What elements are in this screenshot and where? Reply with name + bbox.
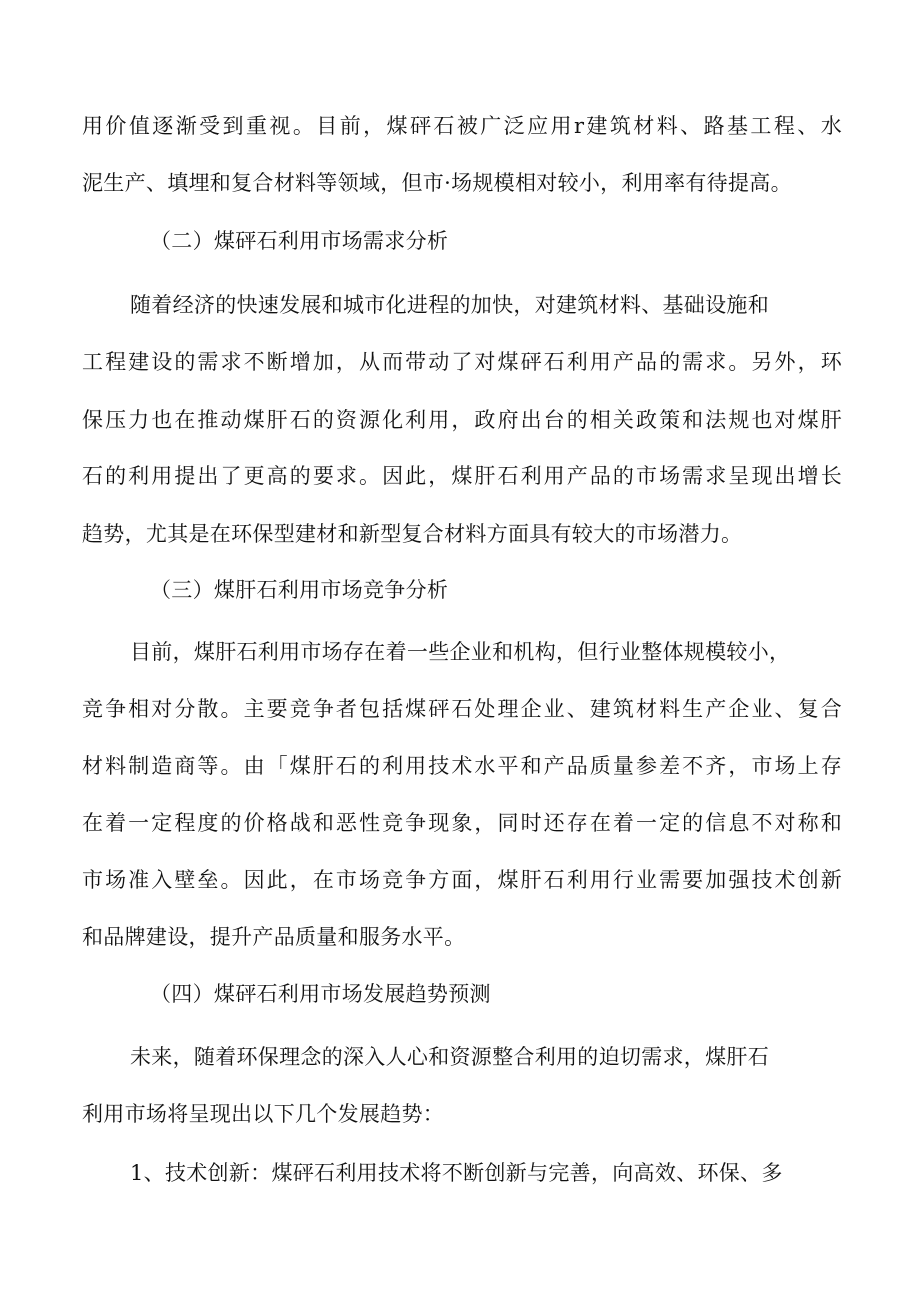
section-heading-competition: （三）煤肝石利用市场竞争分析 [150, 578, 449, 602]
list-item-technology-innovation: 1、技术创新：煤砰石利用技术将不断创新与完善，向高效、环保、多 [130, 1161, 783, 1185]
text-line: 随着经济的快速发展和城市化进程的加快，对建筑材料、基础设施和 [130, 293, 769, 317]
text-line: 未来，随着环保理念的深入人心和资源整合利用的迫切需求，煤肝石 [130, 1045, 769, 1069]
text-line: 泥生产、填埋和复合材料等领域，但市·场规模相对较小，利用率有待提高。 [82, 171, 792, 195]
text-line: 目前，煤肝石利用市场存在着一些企业和机构，但行业整体规模较小， [130, 640, 791, 664]
text-line: 和品牌建设，提升产品质量和服务水平。 [82, 925, 466, 949]
text-line: 竞争相对分散。主要竞争者包括煤砰石处理企业、建筑材料生产企业、复合 [82, 697, 842, 721]
text-line: 利用市场将呈现出以下几个发展趋势： [82, 1102, 445, 1126]
section-heading-trend: （四）煤砰石利用市场发展趋势预测 [150, 982, 491, 1006]
text-line: 石的利用提出了更高的要求。因此，煤肝石利用产品的市场需求呈现出增长 [82, 464, 842, 488]
text-line: 用价值逐渐受到重视。目前，煤砰石被广泛应用r建筑材料、路基工程、水 [82, 114, 842, 138]
text-line: 市场准入壁垒。因此，在市场竞争方面，煤肝石利用行业需要加强技术创新 [82, 868, 842, 892]
text-line: 趋势，尤其是在环保型建材和新型复合材料方面具有较大的市场潜力。 [82, 522, 743, 546]
text-line: 在着一定程度的价格战和恶性竞争现象，同时还存在着一定的信息不对称和 [82, 811, 842, 835]
text-line: 材料制造商等。由「煤肝石的利用技术水平和产品质量参差不齐，市场上存 [82, 754, 842, 778]
section-heading-demand: （二）煤砰石利用市场需求分析 [150, 229, 449, 253]
text-line: 工程建设的需求不断增加，从而带动了对煤砰石利用产品的需求。另外，环 [82, 350, 842, 374]
text-line: 保压力也在推动煤肝石的资源化利用，政府出台的相关政策和法规也对煤肝 [82, 408, 842, 432]
